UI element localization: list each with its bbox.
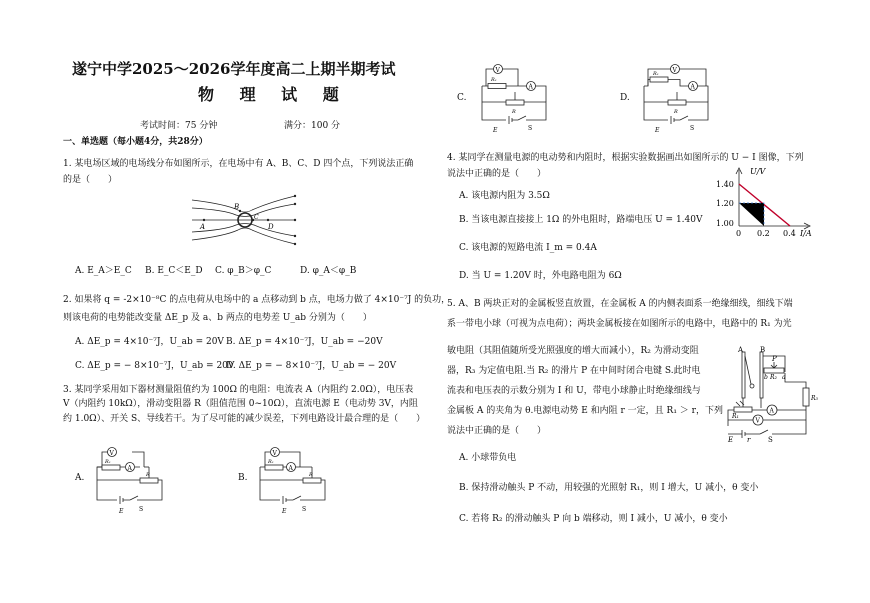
q3b-r: R (309, 472, 313, 478)
q3-circuit-d (640, 62, 720, 137)
q2-stem-2: 则该电荷的电势能改变量 ΔE_p 及 a、b 两点的电势差 U_ab 分别为（ ） (63, 313, 372, 323)
q1-label-b: B (234, 203, 240, 211)
q3-circuit-a (92, 445, 167, 520)
q1-stem: 1. 某电场区域的电场线分布如图所示，在电场中有 A、B、C、D 四个点，下列说法正确 (63, 159, 414, 169)
q3-option-c-label: C. (457, 93, 467, 103)
q3c-ammeter: A (528, 83, 533, 91)
q4-x-tick-0: 0 (736, 229, 742, 238)
q4-xlabel: I/A (800, 229, 812, 238)
q4-stem-2: 说法中正确的是（ ） (447, 169, 547, 179)
q5-stem: 5. A、B 两块正对的金属板竖直放置，在金属板 A 的内侧表面系一绝缘细线，细线下端 (447, 299, 793, 309)
q2-stem: 2. 如果将 q = -2×10⁻⁸C 的点电荷从电场中的 a 点移动到 b 点，电场力做了 4×10⁻⁷J 的负功， (63, 295, 451, 305)
q4-y-tick-1: 1.40 (716, 180, 734, 189)
q4-option-d: D. 当 U = 1.20V 时，外电路电阻为 6Ω (459, 271, 622, 281)
q5-stem-7: 说法中正确的是（ ） (447, 426, 547, 436)
q3c-voltmeter: V (495, 67, 500, 74)
q4-y-tick-3: 1.00 (716, 219, 734, 228)
q4-ylabel: U/V (750, 167, 766, 176)
q5-stem-3: 敏电阻（其阻值随所受光照强度的增大而减小），R₂ 为滑动变阻 (447, 346, 699, 356)
q3c-r: R (512, 109, 516, 115)
q1-field-figure (190, 190, 300, 250)
q3c-e: E (493, 127, 498, 134)
q3-stem-2: V（内阻约 10kΩ），滑动变阻器 R（阻值范围 0~10Ω），直流电源 E（电动势 3V，内阻 (63, 399, 418, 409)
q1-label-d: D (268, 223, 274, 231)
q3-circuit-b (255, 445, 330, 520)
q3c-rx: Rₓ (491, 77, 497, 83)
q5-label-p: P (772, 355, 777, 363)
q1-option-b: B. E_C＜E_D (145, 266, 203, 276)
q5-stem-5: 流表和电压表的示数分别为 I 和 U，带电小球静止时绝缘细线与 (447, 386, 701, 396)
q1-label-c: C (254, 214, 259, 221)
exam-time: 考试时间：75 分钟 (140, 121, 218, 131)
q1-stem-2: 的是（ ） (63, 175, 118, 185)
exam-title: 遂宁中学2025～2026学年度高二上期半期考试 (72, 60, 396, 78)
q3-option-d-label: D. (620, 93, 630, 103)
q5-label-voltmeter: V (755, 417, 760, 425)
q5-option-b: B. 保持滑动触头 P 不动，用较强的光照射 R₁，则 I 增大，U 减小，θ 变小 (459, 483, 759, 493)
q5-label-r3: R₃ (811, 395, 818, 402)
q5-label-s: S (768, 436, 773, 444)
q4-ui-graph (712, 164, 812, 240)
q4-option-b: B. 当该电源直接接上 1Ω 的外电阻时，路端电压 U = 1.40V (459, 215, 703, 225)
q5-stem-6: 金属板 A 的夹角为 θ.电源电动势 E 和内阻 r 一定，且 R₁ ＞ r，下列 (447, 406, 723, 416)
q5-label-e: E (728, 436, 734, 444)
q5-label-a-end: a (782, 374, 786, 381)
q3d-rx: Rₓ (653, 71, 659, 77)
q3-option-a-label: A. (75, 473, 85, 483)
q1-option-a: A. E_A＞E_C (75, 266, 132, 276)
q3b-e: E (282, 508, 287, 515)
q4-option-a: A. 该电源内阻为 3.5Ω (459, 191, 550, 201)
q2-option-c: C. ΔE_p = − 8×10⁻⁷J，U_ab = 20V (75, 361, 235, 371)
q2-option-a: A. ΔE_p = 4×10⁻⁷J，U_ab = 20V (75, 337, 224, 347)
q3a-voltmeter: V (109, 450, 114, 457)
q4-x-tick-1: 0.2 (757, 229, 770, 238)
exam-score: 满分：100 分 (284, 121, 341, 131)
q3b-voltmeter: V (272, 450, 277, 457)
q1-option-c: C. φ_B＞φ_C (215, 266, 272, 276)
q5-stem-2: 系一带电小球（可视为点电荷）；两块金属板接在如图所示的电路中，电路中的 R₁ 为光 (447, 319, 792, 329)
section-title: 一、单选题（每小题4分，共28分） (63, 137, 208, 147)
q3-circuit-c (478, 62, 558, 137)
q3-stem-3: 约 1.0Ω）、开关 S、导线若干。为了尽可能的减少误差，下列电路设计最合理的是（ ） (63, 414, 426, 424)
q4-y-tick-2: 1.20 (716, 199, 734, 208)
q5-option-a: A. 小球带负电 (459, 453, 517, 463)
q3d-ammeter: A (690, 83, 695, 91)
q5-label-ammeter: A (769, 407, 774, 415)
q5-label-r: r (747, 436, 751, 444)
q3c-s: S (528, 125, 533, 132)
q3d-voltmeter: V (672, 67, 677, 74)
q3a-ammeter: A (127, 465, 132, 472)
q1-label-a: A (200, 223, 206, 231)
q3-stem: 3. 某同学采用如下器材测量阻值约为 100Ω 的电阻：电流表 A（内阻约 2.0Ω），电压表 (63, 385, 414, 395)
q3a-s: S (139, 506, 144, 513)
q3d-s: S (690, 125, 695, 132)
q3a-rx: Rₓ (105, 459, 111, 465)
q3a-r: R (146, 472, 150, 478)
q3a-e: E (119, 508, 124, 515)
q5-circuit-figure (720, 344, 830, 444)
q4-x-tick-2: 0.4 (783, 229, 796, 238)
q2-option-d: D. ΔE_p = − 8×10⁻⁷J，U_ab = − 20V (226, 361, 397, 371)
q5-label-r2: R₂ (770, 374, 777, 381)
q5-stem-4: 器，R₃ 为定值电阻.当 R₂ 的滑片 P 在中间时闭合电键 S.此时电 (447, 366, 701, 376)
q5-label-b: B (760, 346, 766, 354)
q5-option-c: C. 若将 R₂ 的滑动触头 P 向 b 端移动，则 I 减小，U 减小，θ 变小 (459, 514, 728, 524)
q5-label-r1: R₁ (732, 413, 739, 420)
exam-subject: 物 理 试 题 (198, 85, 349, 104)
q3-option-b-label: B. (238, 473, 248, 483)
q1-option-d: D. φ_A＜φ_B (300, 266, 357, 276)
q3b-rx: Rₓ (268, 459, 274, 465)
q4-option-c: C. 该电源的短路电流 I_m = 0.4A (459, 243, 597, 253)
q4-stem: 4. 某同学在测量电源的电动势和内阻时，根据实验数据画出如图所示的 U − I 图像，下列 (447, 153, 804, 163)
q3b-ammeter: A (288, 465, 293, 472)
q5-label-b-end: b (764, 374, 768, 381)
q3d-e: E (655, 127, 660, 134)
q5-label-a: A (738, 346, 744, 354)
q3b-s: S (302, 506, 307, 513)
q3d-r: R (674, 109, 678, 115)
q2-option-b: B. ΔE_p = 4×10⁻⁷J，U_ab = −20V (226, 337, 383, 347)
